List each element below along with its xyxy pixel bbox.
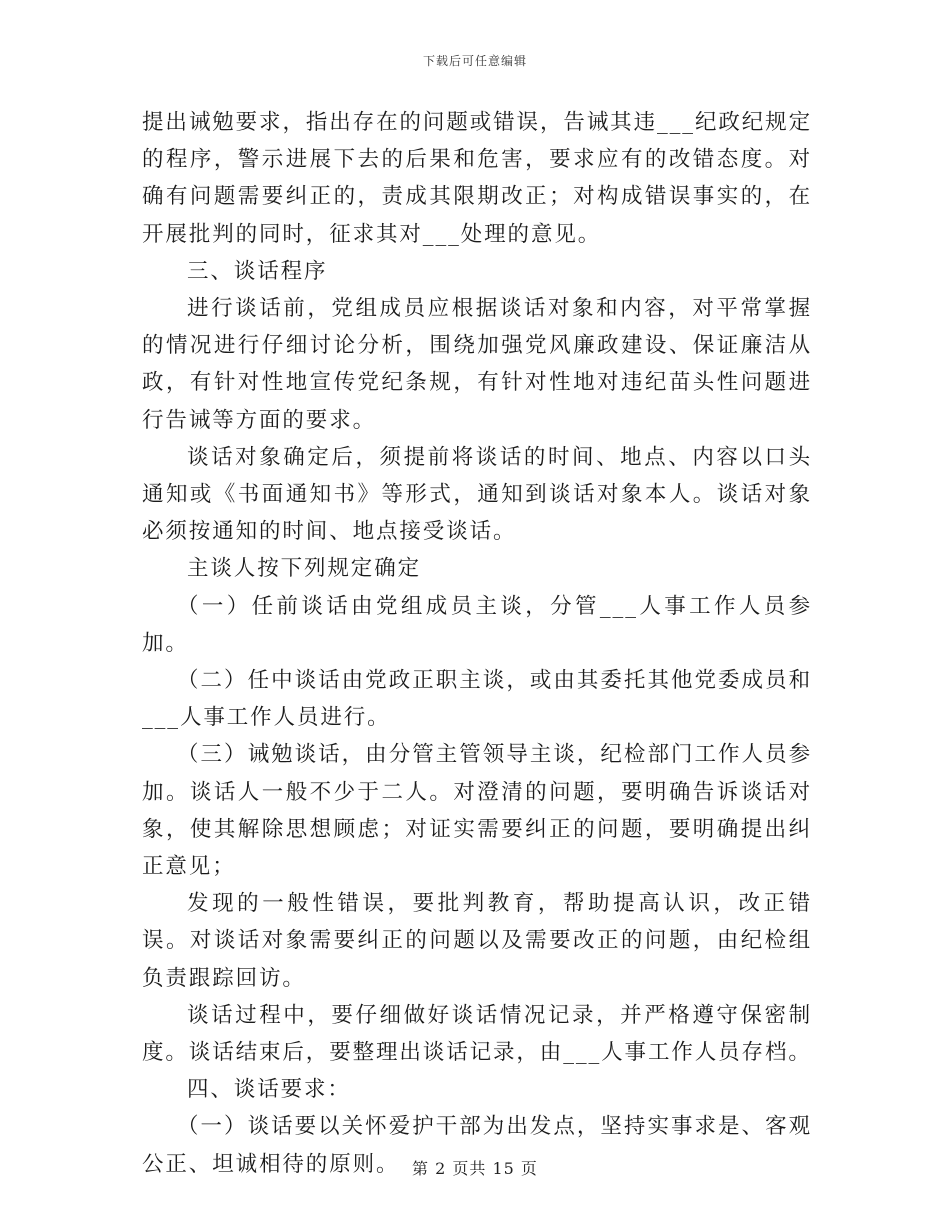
- paragraph-3: 谈话对象确定后，须提前将谈话的时间、地点、内容以口头通知或《书面通知书》等形式，通知到谈话对象本人。谈话对象必须按通知的时间、地点接受谈话。: [142, 444, 812, 545]
- paragraph-4: 主谈人按下列规定确定: [187, 556, 422, 582]
- page-footer: 第 2 页共 15 页: [412, 1159, 538, 1178]
- page-header: 下载后可任意编辑: [422, 54, 527, 68]
- list-item-2: （二）任中谈话由党政正职主谈，或由其委托其他党委成员和___人事工作人员进行。: [142, 668, 812, 731]
- section-heading-3: 三、谈话程序: [187, 258, 328, 284]
- paragraph-5: 发现的一般性错误，要批判教育，帮助提高认识，改正错误。对谈话对象需要纠正的问题以及需要改正的问题，由纪检组负责跟踪回访。: [142, 891, 812, 991]
- document-body: [142, 104, 812, 1183]
- paragraph-2: 进行谈话前，党组成员应根据谈话对象和内容，对平常掌握的情况进行仔细讨论分析，围绕加强党风廉政建设、保证廉洁从政，有针对性地宣传党纪条规，有针对性地对违纪苗头性问题进行告诫等方面的要求。: [142, 296, 812, 433]
- paragraph-6: 谈话过程中，要仔细做好谈话情况记录，并严格遵守保密制度。谈话结束后，要整理出谈话记录，由___人事工作人员存档。: [142, 1002, 812, 1066]
- section-heading-4: 四、谈话要求：: [187, 1077, 351, 1103]
- list-item-1: （一）任前谈话由党组成员主谈，分管___人事工作人员参加。: [142, 593, 812, 656]
- list-item-3: （三）诫勉谈话，由分管主管领导主谈，纪检部门工作人员参加。谈话人一般不少于二人。对澄清的问题，要明确告诉谈话对象，使其解除思想顾虑；对证实需要纠正的问题，要明确提出纠正意见；: [142, 742, 812, 880]
- paragraph-1: 提出诫勉要求，指出存在的问题或错误，告诫其违___纪政纪规定的程序，警示进展下去的后果和危害，要求应有的改错态度。对确有问题需要纠正的，责成其限期改正；对构成错误事实的，在开展批判的同时，征求其对___处理的意见。: [142, 110, 812, 247]
- list-item-4: （一）谈话要以关怀爱护干部为出发点，坚持实事求是、客观公正、坦诚相待的原则。: [142, 1114, 812, 1177]
